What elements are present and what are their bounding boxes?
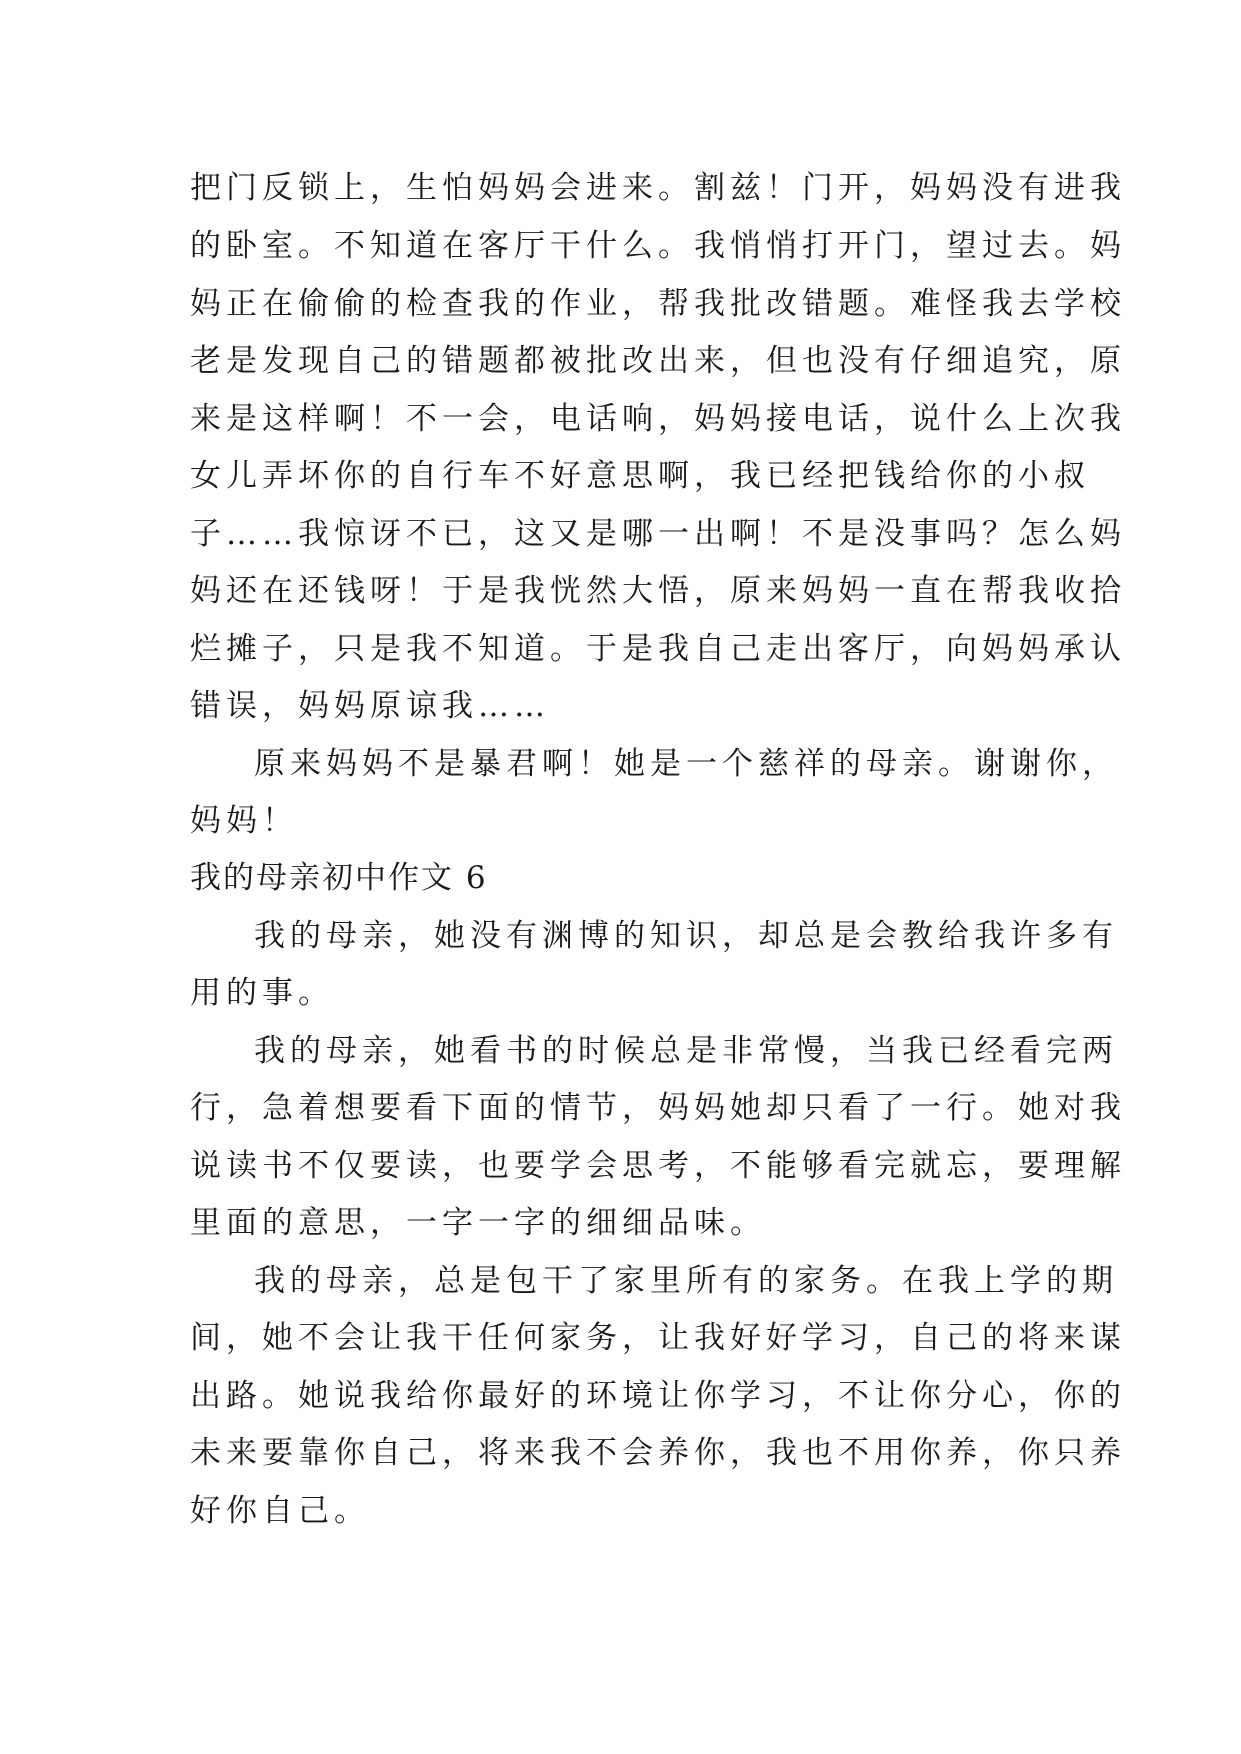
paragraph-line: 原来妈妈不是暴君啊！她是一个慈祥的母亲。谢谢你，	[254, 746, 1118, 782]
paragraph-line: 妈正在偷偷的检查我的作业，帮我批改错题。难怪我去学校	[190, 286, 1126, 322]
paragraph-line: 把门反锁上，生怕妈妈会进来。割兹！门开，妈妈没有进我	[190, 170, 1126, 206]
paragraph-line: 错误，妈妈原谅我……	[190, 688, 550, 724]
paragraph-line: 间，她不会让我干任何家务，让我好好学习，自己的将来谋	[190, 1320, 1126, 1356]
paragraph-line: 行，急着想要看下面的情节，妈妈她却只看了一行。她对我	[190, 1090, 1126, 1126]
paragraph-line: 的卧室。不知道在客厅干什么。我悄悄打开门，望过去。妈	[190, 228, 1126, 264]
paragraph-line: 我的母亲，她看书的时候总是非常慢，当我已经看完两	[254, 1033, 1118, 1069]
paragraph-line: 好你自己。	[190, 1493, 370, 1529]
paragraph-line: 未来要靠你自己，将来我不会养你，我也不用你养，你只养	[190, 1435, 1126, 1471]
section-heading: 我的母亲初中作文 6	[190, 860, 488, 896]
paragraph-line: 出路。她说我给你最好的环境让你学习，不让你分心，你的	[190, 1378, 1126, 1414]
paragraph-line: 我的母亲，总是包干了家里所有的家务。在我上学的期	[254, 1263, 1118, 1299]
paragraph-line: 妈妈！	[190, 803, 298, 839]
paragraph-line: 女儿弄坏你的自行车不好意思啊，我已经把钱给你的小叔	[190, 458, 1090, 494]
paragraph-line: 子……我惊讶不已，这又是哪一出啊！不是没事吗？怎么妈	[190, 516, 1126, 552]
paragraph-line: 妈还在还钱呀！于是我恍然大悟，原来妈妈一直在帮我收拾	[190, 573, 1126, 609]
paragraph-line: 老是发现自己的错题都被批改出来，但也没有仔细追究，原	[190, 343, 1126, 379]
paragraph-line: 用的事。	[190, 975, 334, 1011]
paragraph-line: 里面的意思，一字一字的细细品味。	[190, 1205, 766, 1241]
paragraph-line: 烂摊子，只是我不知道。于是我自己走出客厅，向妈妈承认	[190, 631, 1126, 667]
paragraph-line: 我的母亲，她没有渊博的知识，却总是会教给我许多有	[254, 918, 1118, 954]
paragraph-line: 来是这样啊！不一会，电话响，妈妈接电话，说什么上次我	[190, 401, 1126, 437]
paragraph-line: 说读书不仅要读，也要学会思考，不能够看完就忘，要理解	[190, 1148, 1126, 1184]
